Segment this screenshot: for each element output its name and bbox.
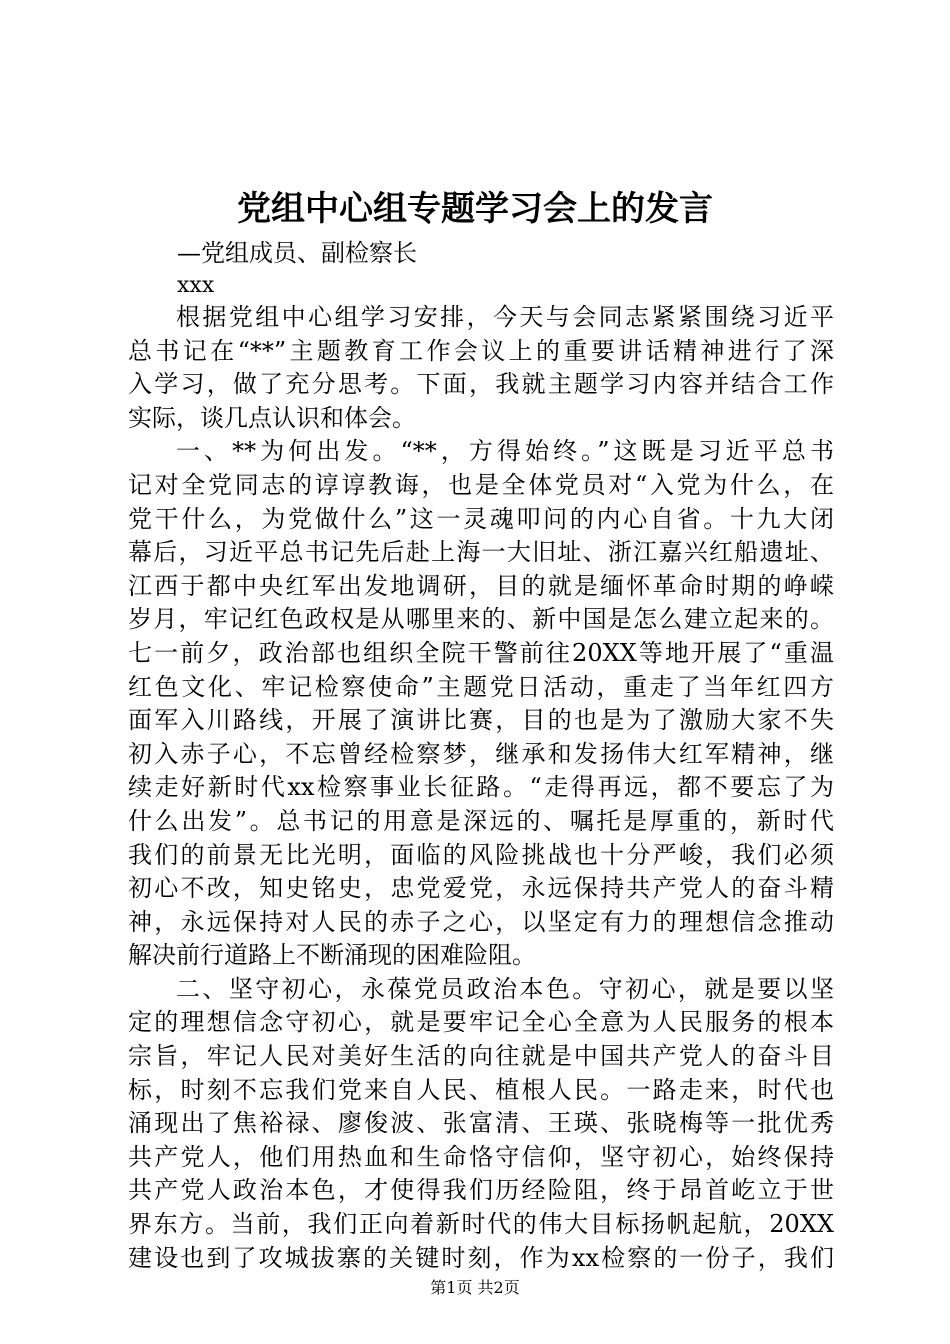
page-footer: 第1页 共2页 [430,1278,520,1297]
body-text-line: 岁月，牢记红色政权是从哪里来的、新中国是怎么建立起来的。 [128,605,834,634]
body-text-line: 什么出发”。总书记的用意是深远的、嘱托是厚重的，新时代 [128,806,834,835]
body-text-line: 江西于都中央红军出发地调研，目的就是缅怀革命时期的峥嵘 [128,571,834,600]
body-text-line: 入学习，做了充分思考。下面，我就主题学习内容并结合工作 [128,370,834,399]
document-title: 党组中心组专题学习会上的发言 [237,189,713,229]
body-text-line: 共产党人，他们用热血和生命恪守信仰，坚守初心，始终保持 [128,1142,834,1171]
body-text-line: 党干什么，为党做什么”这一灵魂叩问的内心自省。十九大闭 [128,504,834,533]
body-text-line: 解决前行道路上不断涌现的困难险阻。 [128,941,536,970]
body-text-line: 根据党组中心组学习安排，今天与会同志紧紧围绕习近平 [176,303,834,331]
body-text-line: 七一前夕，政治部也组织全院干警前往20XX等地开展了“重温 [128,638,834,667]
body-text-line: 初入赤子心，不忘曾经检察梦，继承和发扬伟大红军精神，继 [128,739,834,768]
body-text-line: 二、坚守初心，永葆党员政治本色。守初心，就是要以坚 [176,974,834,1003]
body-text-line: 神，永远保持对人民的赤子之心，以坚定有力的理想信念推动 [128,907,834,936]
body-text-line: 界东方。当前，我们正向着新时代的伟大目标扬帆起航，20XX [128,1210,834,1239]
body-text-line: 记对全党同志的谆谆教诲，也是全体党员对“入党为什么，在 [128,470,834,499]
body-text-line: 标，时刻不忘我们党来自人民、植根人民。一路走来，时代也 [128,1075,834,1104]
body-text-line: 续走好新时代xx检察事业长征路。“走得再远，都不要忘了为 [128,773,834,802]
document-subtitle: —党组成员、副检察长 [177,239,417,267]
document-author: xxx [177,273,215,298]
body-text-line: 实际，谈几点认识和体会。 [128,403,416,432]
body-text-line: 我们的前景无比光明，面临的风险挑战也十分严峻，我们必须 [128,840,834,869]
body-text-line: 红色文化、牢记检察使命”主题党日活动，重走了当年红四方 [128,672,834,701]
body-text-line: 涌现出了焦裕禄、廖俊波、张富清、王瑛、张晓梅等一批优秀 [128,1109,834,1138]
document-body [128,301,834,1275]
body-text-line: 共产党人政治本色，才使得我们历经险阻，终于昂首屹立于世 [128,1176,834,1205]
body-text-line: 建设也到了攻城拔寨的关键时刻，作为xx检察的一份子，我们 [128,1243,834,1272]
body-text-line: 定的理想信念守初心，就是要牢记全心全意为人民服务的根本 [128,1008,834,1037]
body-text-line: 一、**为何出发。“**，方得始终。”这既是习近平总书 [176,437,834,466]
body-text-line: 幕后，习近平总书记先后赴上海一大旧址、浙江嘉兴红船遗址、 [128,538,834,567]
body-text-line: 初心不改，知史铭史，忠党爱党，永远保持共产党人的奋斗精 [128,874,834,903]
body-text-line: 宗旨，牢记人民对美好生活的向往就是中国共产党人的奋斗目 [128,1042,834,1071]
body-text-line: 面军入川路线，开展了演讲比赛，目的也是为了激励大家不失 [128,706,834,735]
body-text-line: 总书记在“**”主题教育工作会议上的重要讲话精神进行了深 [128,336,834,365]
